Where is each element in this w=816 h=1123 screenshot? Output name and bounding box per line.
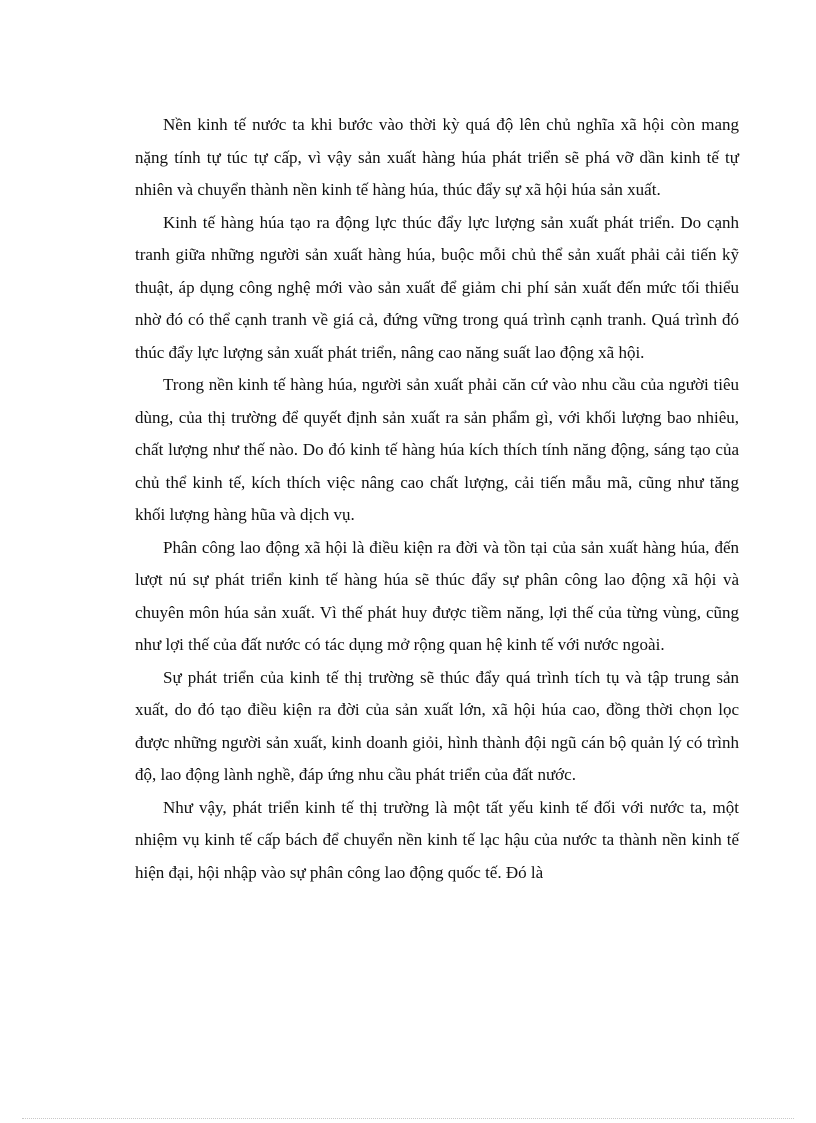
paragraph-4: Phân công lao động xã hội là điều kiện ra đời và tồn tại của sản xuất hàng húa, đến lượt nú sự phát triển kinh tế hàng húa sẽ thúc đẩy sự phân công lao động xã hội và chuyên môn húa sản xuất. Vì thế phát huy được tiềm năng, lợi thế của từng vùng, cũng như lợi thế của đất nước có tác dụng mở rộng quan hệ kinh tế với nước ngoài. [135,537,739,654]
paragraph-3: Trong nền kinh tế hàng húa, người sản xuất phải căn cứ vào nhu cầu của người tiêu dùng, của thị trường để quyết định sản xuất ra sản phẩm gì, với khối lượng bao nhiêu, chất lượng như thế nào. Do đó kinh tế hàng húa kích thích tính năng động, sáng tạo của chủ thể kinh tế, kích thích việc nâng cao chất lượng, cải tiến mẫu mã, cũng như tăng khối lượng hàng hũa và dịch vụ. [135,375,739,524]
paragraph-2: Kinh tế hàng húa tạo ra động lực thúc đẩy lực lượng sản xuất phát triển. Do cạnh tranh giữa những người sản xuất hàng húa, buộc mỗi chủ thể sản xuất phải cải tiến kỹ thuật, áp dụng công nghệ mới vào sản xuất để giảm chi phí sản xuất đến mức tối thiểu nhờ đó có thể cạnh tranh về giá cả, đứng vững trong quá trình cạnh tranh. Quá trình đó thúc đẩy lực lượng sản xuất phát triển, nâng cao năng suất lao động xã hội. [135,212,739,362]
paragraph-6: Như vậy, phát triển kinh tế thị trường là một tất yếu kinh tế đối với nước ta, một nhiệm vụ kinh tế cấp bách để chuyển nền kinh tế lạc hậu của nước ta thành nền kinh tế hiện đại, hội nhập vào sự phân công lao động quốc tế. Đó là [135,797,739,882]
paragraph-1: Nền kinh tế nước ta khi bước vào thời kỳ quá độ lên chủ nghĩa xã hội còn mang nặng tính tự túc tự cấp, vì vậy sản xuất hàng húa phát triển sẽ phá vỡ dần kinh tế tự nhiên và chuyển thành nền kinh tế hàng húa, thúc đẩy sự xã hội húa sản xuất. [135,115,739,199]
page-bottom-divider [22,1118,794,1119]
paragraph-5: Sự phát triển của kinh tế thị trường sẽ thúc đẩy quá trình tích tụ và tập trung sản xuất, do đó tạo điều kiện ra đời của sản xuất lớn, xã hội húa cao, đồng thời chọn lọc được những người sản xuất, kinh doanh giỏi, hình thành đội ngũ cán bộ quản lý có trình độ, lao động lành nghề, đáp ứng nhu cầu phát triển của đất nước. [135,667,739,784]
document-body [135,109,739,889]
